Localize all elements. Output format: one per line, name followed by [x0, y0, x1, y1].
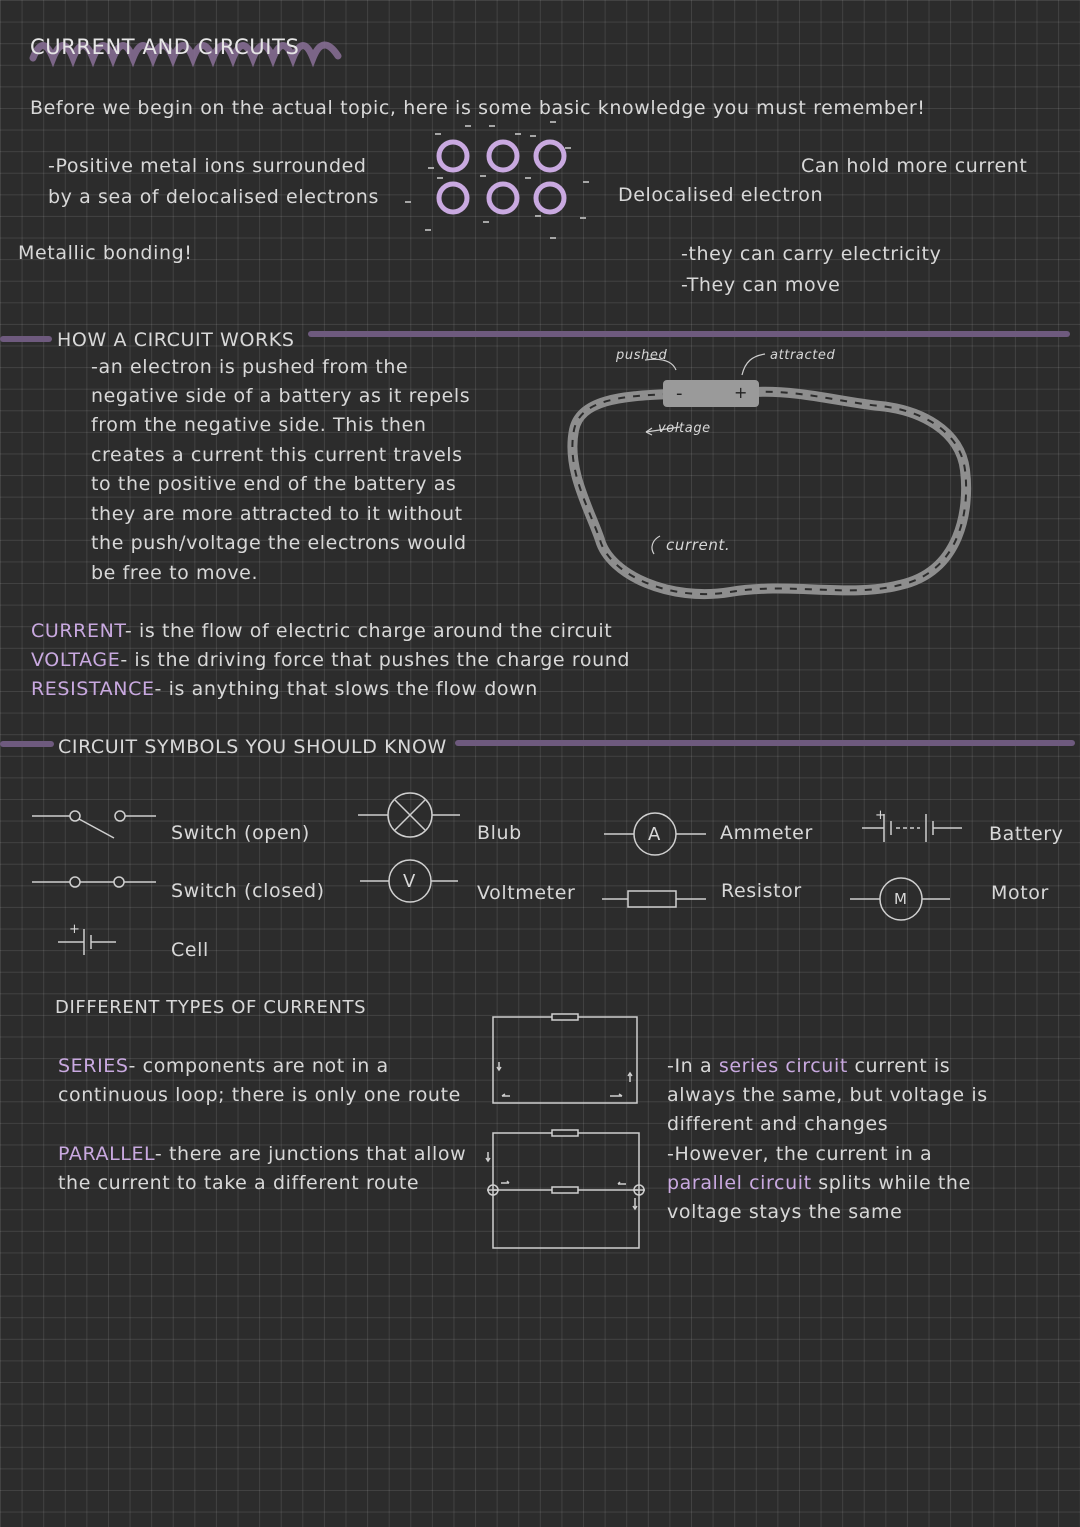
metallic-bonding-label: Metallic bonding!: [18, 242, 193, 264]
parallel-text: - there are junctions that allow: [154, 1143, 467, 1165]
definition-text: - is anything that slows the flow down: [154, 678, 538, 700]
definition-current: [31, 619, 612, 644]
switch-closed-label: Switch (closed): [171, 880, 325, 902]
battery-label: Battery: [989, 823, 1064, 845]
parallel-line-1: [58, 1142, 466, 1167]
metal-ion: [536, 142, 564, 170]
right-line-2: always the same, but voltage is: [667, 1084, 988, 1106]
metal-ion: [489, 184, 517, 212]
motor-label: Motor: [991, 882, 1049, 904]
series-circuit-diagram: [490, 1012, 642, 1108]
divider-left: [0, 741, 54, 747]
right-line-3: different and changes: [667, 1113, 889, 1135]
ammeter-label: Ammeter: [720, 822, 813, 844]
metal-ions-diagram: [395, 118, 605, 248]
resistor-symbol: [602, 886, 708, 912]
voltmeter-label: Voltmeter: [477, 882, 576, 904]
voltmeter-letter: V: [403, 871, 416, 892]
cell-plus: +: [69, 922, 81, 937]
series-circuit-term: series circuit: [718, 1055, 848, 1077]
metal-holds-current: Can hold more current: [801, 155, 1028, 177]
right-text: -In a: [667, 1055, 719, 1077]
right-line-6: voltage stays the same: [667, 1201, 903, 1223]
cell-label: Cell: [171, 939, 209, 961]
resistor-label: Resistor: [721, 880, 802, 902]
divider-right: [455, 740, 1075, 746]
how-line: negative side of a battery as it repels: [91, 385, 471, 407]
motor-letter: M: [894, 890, 908, 908]
definition-term: RESISTANCE: [31, 678, 155, 700]
page-title: CURRENT AND CIRCUITS: [30, 35, 300, 59]
parallel-circuit-diagram: [484, 1128, 646, 1252]
definition-resistance: [31, 677, 538, 702]
definition-text: - is the flow of electric charge around the circuit: [124, 620, 613, 642]
parallel-line-2: the current to take a different route: [58, 1172, 420, 1194]
right-text: splits while the: [811, 1172, 971, 1194]
how-line: be free to move.: [91, 562, 259, 584]
diagram-minus: -: [676, 383, 684, 404]
how-line: creates a current this current travels: [91, 444, 463, 466]
series-line-2: continuous loop; there is only one route: [58, 1084, 461, 1106]
how-line: -an electron is pushed from the: [91, 356, 409, 378]
how-line: from the negative side. This then: [91, 414, 427, 436]
metal-move: -They can move: [681, 274, 841, 296]
definition-term: CURRENT: [31, 620, 125, 642]
series-line-1: [58, 1054, 389, 1079]
diagram-pushed: pushed: [616, 348, 668, 363]
parallel-term: PARALLEL: [58, 1143, 155, 1165]
types-heading: DIFFERENT TYPES OF CURRENTS: [55, 997, 367, 1018]
divider-left: [0, 336, 52, 342]
intro-text: Before we begin on the actual topic, here is some basic knowledge you must remember!: [30, 97, 926, 119]
metal-ion: [439, 184, 467, 212]
metal-line-1: -Positive metal ions surrounded: [48, 155, 367, 177]
metal-ion: [536, 184, 564, 212]
how-line: the push/voltage the electrons would: [91, 532, 467, 554]
series-text: - components are not in a: [128, 1055, 389, 1077]
bulb-symbol: [358, 792, 462, 840]
switch-closed-symbol: [32, 870, 162, 900]
switch-open-symbol: [32, 800, 162, 840]
metal-electron-label: Delocalised electron: [618, 184, 824, 206]
switch-open-label: Switch (open): [171, 822, 310, 844]
metal-line-2: by a sea of delocalised electrons: [48, 186, 379, 208]
how-line: to the positive end of the battery as: [91, 473, 457, 495]
how-line: they are more attracted to it without: [91, 503, 463, 525]
circuit-loop-diagram: [560, 340, 990, 620]
ammeter-letter: A: [648, 824, 661, 845]
series-term: SERIES: [58, 1055, 129, 1077]
divider-right: [308, 331, 1070, 337]
cell-symbol: [58, 925, 118, 961]
right-line-5: [667, 1171, 971, 1196]
diagram-voltage: voltage: [658, 421, 711, 436]
definition-term: VOLTAGE: [31, 649, 121, 671]
definition-voltage: [31, 648, 630, 673]
metal-ion: [489, 142, 517, 170]
metal-ion: [439, 142, 467, 170]
diagram-current: current.: [666, 536, 731, 554]
definition-text: - is the driving force that pushes the charge round: [120, 649, 631, 671]
right-line-1: [667, 1054, 950, 1079]
right-line-4: -However, the current in a: [667, 1143, 933, 1165]
symbols-heading: CIRCUIT SYMBOLS YOU SHOULD KNOW: [58, 736, 447, 758]
metal-carry: -they can carry electricity: [681, 243, 942, 265]
right-text: current is: [847, 1055, 951, 1077]
battery-plus: +: [875, 808, 887, 823]
diagram-plus: +: [734, 383, 749, 402]
diagram-attracted: attracted: [770, 348, 836, 363]
bulb-label: Blub: [477, 822, 522, 844]
parallel-circuit-term: parallel circuit: [667, 1172, 812, 1194]
how-heading: HOW A CIRCUIT WORKS: [57, 329, 295, 351]
